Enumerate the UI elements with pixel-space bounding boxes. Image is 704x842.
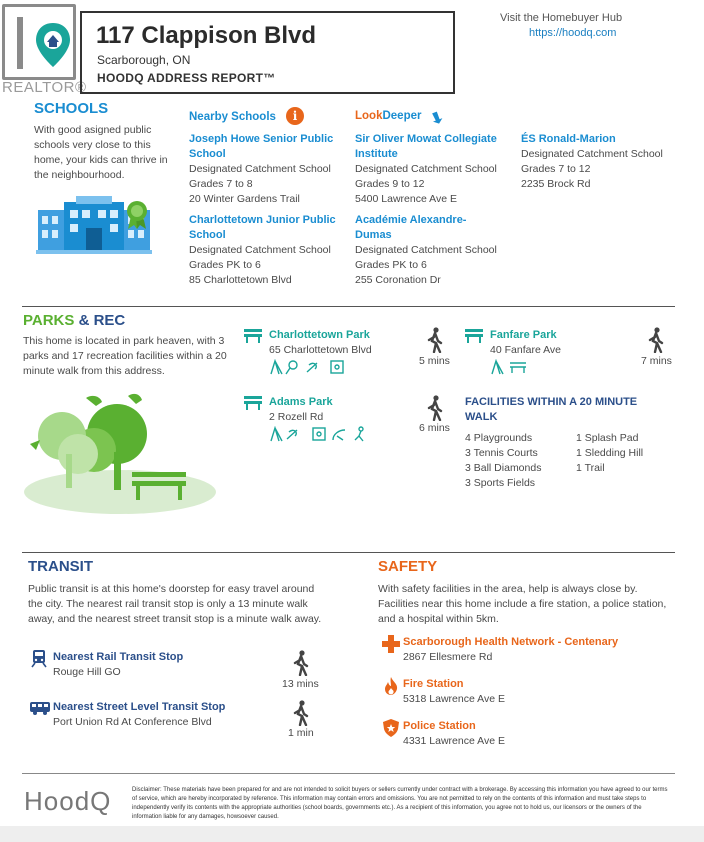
facilities-list-left xyxy=(465,431,541,491)
schools-title: SCHOOLS xyxy=(34,100,109,117)
schools-description: With good asigned public schools very close to this home, your kids can thrive in the neighbourhood. xyxy=(34,124,168,181)
school-type: Designated Catchment School xyxy=(189,244,331,256)
park-address: 2 Rozell Rd xyxy=(269,411,324,423)
school-grades: Grades PK to 6 xyxy=(189,259,261,271)
school-address: 20 Winter Gardens Trail xyxy=(189,193,300,205)
walking-person-icon xyxy=(427,327,443,353)
transit-description: Public transit is at this home's doorstep for easy travel around the city. The nearest rail transit stop is only a 13 minute walk away, and the nearest street transit stop is a minute walk away. xyxy=(28,583,322,625)
realtor-wordmark: REALTOR® xyxy=(2,79,87,96)
walk-time: 5 mins xyxy=(419,355,450,367)
transit-stop-name: Rouge Hill GO xyxy=(53,666,121,678)
hoodq-logo: HoodQ xyxy=(24,786,112,816)
trail-icon xyxy=(359,427,363,431)
parks-title: PARKS & REC xyxy=(23,312,126,329)
bus-icon xyxy=(30,702,50,716)
splash-pad-icon xyxy=(333,430,345,440)
school-name-cont[interactable]: School xyxy=(189,229,226,241)
park-trees-icon xyxy=(22,392,218,516)
disclaimer-text: Disclaimer: These materials have been prepared for and are not intended to solicit buyers or sellers currently under contract with a brokerage. By accessing this information you have agreed to our terms of service, which are hereby incorporated by reference. This information may contain errors and omissions. You are not permitted to rely on the contents of this information and must take steps to independently verify its contents with the appropriate authorities (school boards, governments etc.). As a recipient of this information, you agree not to hold us, our licensors or the owners of the information liable for any damages, howsoever caused. xyxy=(132,787,668,820)
transit-title: TRANSIT xyxy=(28,558,93,575)
facility-item: 1 Sledding Hill xyxy=(576,447,644,459)
bench-icon xyxy=(465,329,483,343)
park-address: 40 Fanfare Ave xyxy=(490,344,562,356)
footer-divider xyxy=(22,773,675,774)
playground-icon xyxy=(271,428,282,441)
school-name[interactable]: Sir Oliver Mowat Collegiate xyxy=(355,133,497,145)
location-pin-icon xyxy=(33,21,73,71)
section-divider xyxy=(22,552,675,553)
school-item xyxy=(521,132,691,192)
walk-time: 13 mins xyxy=(282,678,319,690)
walking-person-icon xyxy=(293,700,309,726)
playground-icon xyxy=(492,361,503,374)
facility-item: 3 Sports Fields xyxy=(465,477,536,489)
homebuyer-hub-text: Visit the Homebuyer Hub xyxy=(500,12,623,24)
school-name-cont[interactable]: Dumas xyxy=(355,229,392,241)
playground-icon xyxy=(271,361,282,374)
parks-description: This home is located in park heaven, with 3 parks and 17 recreation facilities within a 20 minute walk from this address. xyxy=(23,335,227,377)
section-divider xyxy=(22,306,675,307)
school-grades: Grades 9 to 12 xyxy=(355,178,425,190)
bench-icon xyxy=(244,396,262,410)
report-label: HOODQ ADDRESS REPORT™ xyxy=(97,71,276,85)
homebuyer-hub-link[interactable]: https://hoodq.com xyxy=(529,27,617,39)
walking-person-icon xyxy=(293,650,309,676)
school-item xyxy=(189,213,354,288)
park-address: 65 Charlottetown Blvd xyxy=(269,344,372,356)
walking-person-icon xyxy=(648,327,664,353)
school-name-cont[interactable]: School xyxy=(189,148,226,160)
address-title: 117 Clappison Blvd xyxy=(96,22,317,49)
school-address: 85 Charlottetown Blvd xyxy=(189,274,292,286)
train-icon xyxy=(31,650,47,668)
realtor-logo xyxy=(2,4,76,80)
school-item xyxy=(189,132,354,207)
facilities-list-right xyxy=(576,431,643,476)
safety-item-address: 2867 Ellesmere Rd xyxy=(403,651,493,663)
fire-icon xyxy=(384,677,398,695)
walking-person-icon xyxy=(427,395,443,421)
school-item xyxy=(355,213,520,288)
park-name[interactable]: Fanfare Park xyxy=(490,329,557,341)
transit-stop-name: Port Union Rd At Conference Blvd xyxy=(53,716,212,728)
transit-stop-title[interactable]: Nearest Rail Transit Stop xyxy=(53,651,184,663)
school-type: Designated Catchment School xyxy=(355,163,497,175)
address-city: Scarborough, ON xyxy=(97,53,191,67)
school-name-cont[interactable]: Institute xyxy=(355,148,398,160)
facilities-title: FACILITIES WITHIN A 20 MINUTE WALK xyxy=(465,396,638,423)
facility-item: 4 Playgrounds xyxy=(465,432,533,444)
facility-item: 1 Trail xyxy=(576,462,605,474)
walk-time: 1 min xyxy=(288,727,314,739)
park-facility-icons xyxy=(269,426,373,442)
facility-item: 3 Ball Diamonds xyxy=(465,462,542,474)
safety-title: SAFETY xyxy=(378,558,438,575)
info-icon[interactable]: i xyxy=(286,107,304,125)
school-type: Designated Catchment School xyxy=(189,163,331,175)
sports-field-icon xyxy=(331,361,343,373)
safety-item-title[interactable]: Police Station xyxy=(403,720,476,732)
school-grades: Grades 7 to 8 xyxy=(189,178,253,190)
hospital-cross-icon xyxy=(382,635,400,653)
nearby-schools-label: Nearby Schools xyxy=(189,111,276,123)
facility-item: 1 Splash Pad xyxy=(576,432,639,444)
walk-time: 6 mins xyxy=(419,422,450,434)
safety-item-address: 5318 Lawrence Ave E xyxy=(403,693,505,705)
park-name[interactable]: Charlottetown Park xyxy=(269,329,370,341)
school-item xyxy=(355,132,520,207)
safety-description: With safety facilities in the area, help is always close by. Facilities near this home include a fire station, a police station, and a hospital within 5km. xyxy=(378,583,667,625)
safety-item-title[interactable]: Scarborough Health Network - Centenary xyxy=(403,636,619,648)
award-ribbon-icon xyxy=(124,200,150,230)
ball-diamond-icon xyxy=(307,363,317,372)
school-name[interactable]: ÉS Ronald-Marion xyxy=(521,133,616,145)
safety-item-title[interactable]: Fire Station xyxy=(403,678,464,690)
school-grades: Grades PK to 6 xyxy=(355,259,427,271)
walk-time: 7 mins xyxy=(641,355,672,367)
lookdeeper-arrow-icon xyxy=(431,111,443,125)
facility-item: 3 Tennis Courts xyxy=(465,447,538,459)
school-name[interactable]: Académie Alexandre- xyxy=(355,214,467,226)
realtor-branding xyxy=(0,0,87,96)
school-address: 2235 Brock Rd xyxy=(521,178,591,190)
park-facility-icons xyxy=(490,359,530,375)
bench-icon xyxy=(244,329,262,343)
school-address: 255 Coronation Dr xyxy=(355,274,441,286)
tennis-icon xyxy=(289,361,297,369)
park-facility-icons xyxy=(269,359,359,375)
school-name[interactable]: Joseph Howe Senior Public xyxy=(189,133,334,145)
school-type: Designated Catchment School xyxy=(521,148,663,160)
safety-item-address: 4331 Lawrence Ave E xyxy=(403,735,505,747)
school-name[interactable]: Charlottetown Junior Public xyxy=(189,214,336,226)
police-badge-icon xyxy=(383,719,399,737)
bottom-bar xyxy=(0,826,704,842)
park-name[interactable]: Adams Park xyxy=(269,396,333,408)
lookdeeper-label[interactable]: LookDeeper xyxy=(355,110,422,122)
school-address: 5400 Lawrence Ave E xyxy=(355,193,457,205)
ball-diamond-icon xyxy=(287,430,297,439)
school-type: Designated Catchment School xyxy=(355,244,497,256)
transit-stop-title[interactable]: Nearest Street Level Transit Stop xyxy=(53,701,226,713)
bench-small-icon xyxy=(510,363,526,373)
sports-field-icon xyxy=(313,428,325,440)
school-grades: Grades 7 to 12 xyxy=(521,163,591,175)
